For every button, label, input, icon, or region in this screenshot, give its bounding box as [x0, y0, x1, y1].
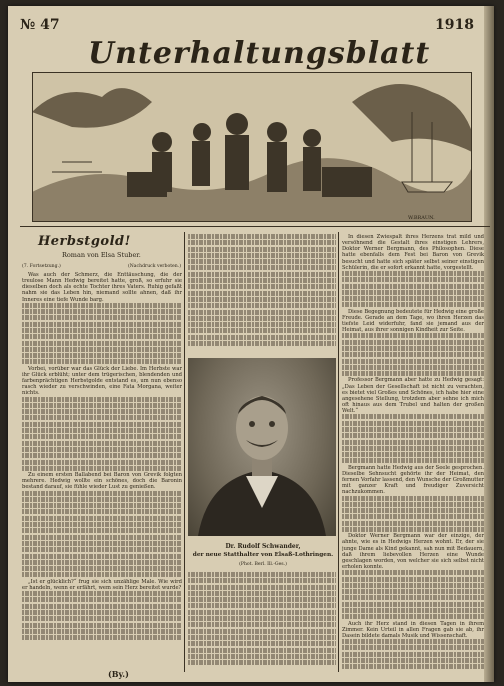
story-paragraph: Zu einem ersten Ballabend bei Baron von Grevik folgten mehrere. Hedwig wollte ein schönes, doch die Baronin bestand darauf, sie fühle wieder Lust zu genießen. [22, 472, 182, 491]
header-illustration [32, 72, 472, 222]
story-paragraph: Diese Begegnung bedeutete für Hedwig eine große Freude. Gerade an dem Tage, wo ihren Herzen das tiefste Leid widerfuhr, fand sie jemand aus der Heimat, aus ihrer sonnigen Kindheit zur Seite. [342, 308, 484, 334]
masthead-title: Unterhaltungsblatt [88, 36, 431, 71]
issue-number: № 47 [20, 17, 60, 33]
story-title: Herbstgold! [38, 234, 131, 249]
story-paragraph: Was auch der Schmerz, die Enttäuschung, die der treulose Mann Hedwig bereitet hatte, groß, so erfuhr sie dieselben doch als echte Tochter ihres Vaters. Ruhig gefaßt nahm sie das Leben hin, niemand sollte ahnen, daß ihr Inneres eine tiefe Wunde barg. [22, 272, 182, 303]
story-paragraph: Auch ihr Herz stand in diesen Tagen in ihrem Zimmer. Kein Urteil in allen Fragen gab sie ab, ihr Dasein bildete damals Musik und Wissenschaft. [342, 620, 484, 639]
story-column-3 [342, 234, 484, 670]
rights-note: (Nachdruck verboten.) [128, 264, 181, 269]
column-rule-2 [338, 232, 339, 672]
story-paragraph: „Ist er glücklich?“ frug sie sich unzählige Male. Wie wird er handeln, wenn er erfährt, wem sein Herz bereitet wurde? [22, 578, 182, 591]
photo-caption-credit: (Phot. Berl. Ill.-Ges.) [239, 562, 287, 567]
story-paragraph: Bergmann hatte Hedwig aus der Seele gesprochen. Dieselbe Sehnsucht gehörte ihr der Heimat, den fernen Vorfahr lassend, den Wunsche der Großmutter mit ganzer Kraft und freudiger Zuversicht nachzukommen. [342, 464, 484, 496]
page-binding [484, 6, 494, 682]
photo-caption-name: Dr. Rudolf Schwander, [225, 543, 301, 550]
story-paragraph: In diesen Zwiespalt ihres Herzens trat mild und versöhnend die Gestalt ihres einstigen Lehrers, Doktor Werner Bergmann, des Philosophen. Diese hatte ebenfalls dem Fest bei Baron von Grevik besucht und hatte sich später selbst seiner einstigen Schülerin, die er sofort erkannt hatte, vorgestellt. [342, 234, 484, 271]
story-column-2-top [188, 234, 336, 352]
newspaper-page [8, 6, 494, 682]
story-paragraph: Professor Bergmann aber hatte zu Hedwig gesagt: „Das Leben der Gesellschaft ist nicht zu verachten, es bietet viel Großes und Schönes, ich habe hier eine angesehene Stellung, trotzdem aber sehne ich mich oft hinaus aus dem Trubel und halten der großen Welt.“ [342, 377, 484, 415]
portrait-photo [188, 358, 336, 536]
portrait-figure [188, 358, 336, 536]
section-sign: (By.) [108, 669, 129, 679]
continuation-note: (7. Fortsetzung.) [22, 264, 61, 269]
issue-year: 1918 [435, 17, 474, 33]
photo-caption-role: der neue Statthalter von Elsaß-Lothringen. [192, 552, 334, 558]
column-rule-1 [184, 232, 185, 672]
header-rule [20, 226, 490, 227]
illustration-credit: W.BRAUN. [408, 215, 435, 221]
story-paragraph: Vorbei, vorüber war das Glück der Liebe. Im Herbste war ihr Glück erblüht; unter dem trügerischen, blendenden und farbenprächtigen Herbstgolde entstand es, um nun ebenso rasch wieder zu verschwinden, eine Fata Morgana, weiter nichts. [22, 365, 182, 397]
story-column-1 [22, 272, 182, 664]
story-column-2-bottom [188, 572, 336, 668]
story-author: Roman von Elsa Stuber. [62, 251, 141, 259]
story-paragraph: Doktor Werner Bergmann war der einzige, der ahnte, wie es in Hedwigs Herzen wohnt. Er, der sie junge Dame als Kind gekannt, sah nun mit Bedauern, daß ihrem liebevollen Herzen eine Wunde geschlagen worden, von welcher sie sich selbst nicht erholen konnte. [342, 533, 484, 571]
